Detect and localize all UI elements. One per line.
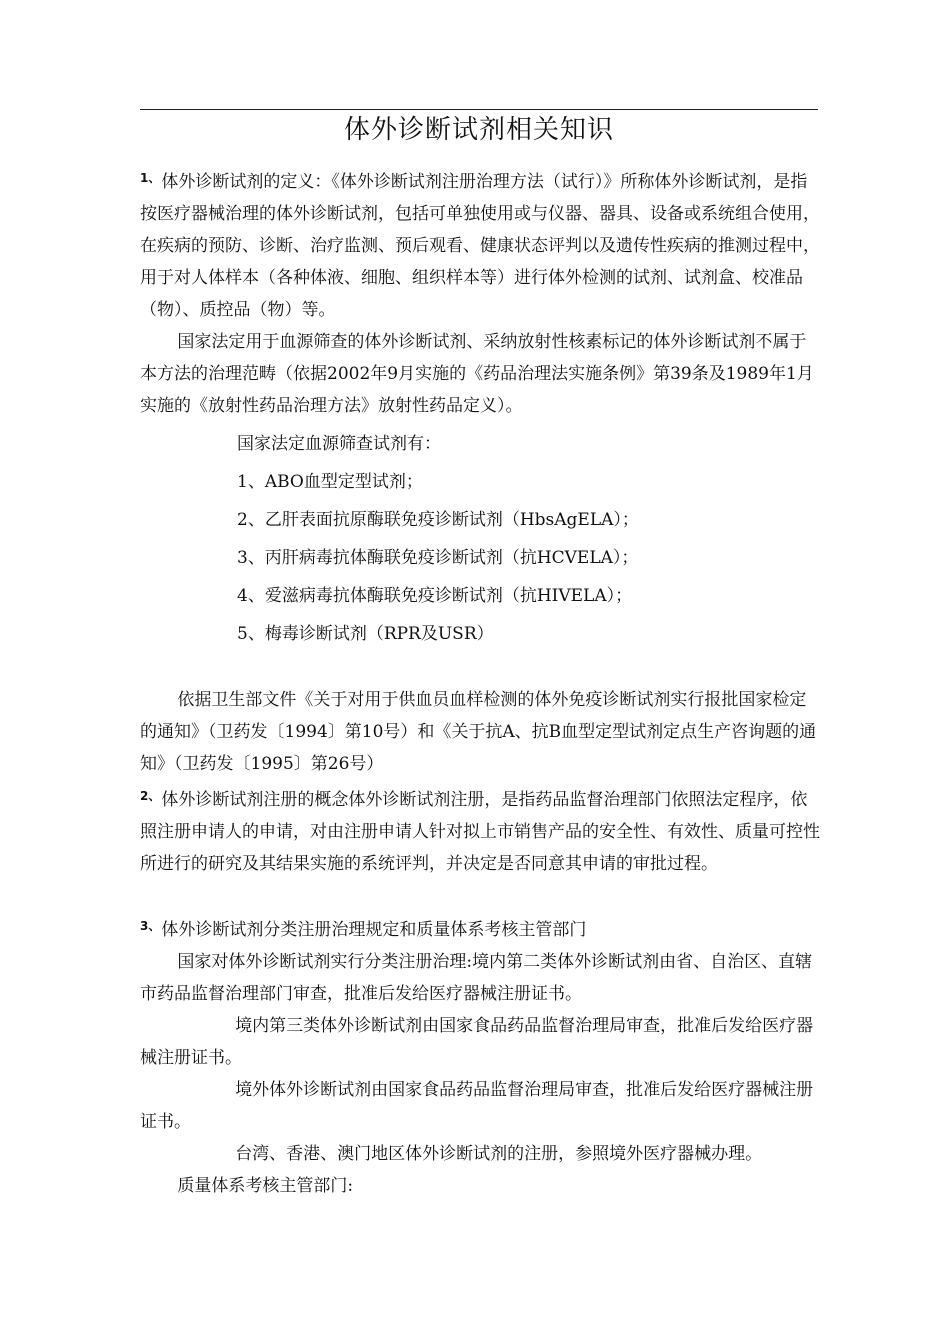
paragraph-class-three: 境内第三类体外诊断试剂由国家食品药品监督治理局审查，批准后发给医疗器械注册证书。 <box>140 1016 814 1068</box>
section-1-paragraph <box>140 162 820 326</box>
document-title: 体外诊断试剂相关知识 <box>343 115 614 145</box>
section-3-heading <box>140 910 820 946</box>
list-item: 2、乙肝表面抗原酶联免疫诊断试剂（HbsAgELA）； <box>237 510 639 530</box>
paragraph-overseas: 境外体外诊断试剂由国家食品药品监督治理局审查，批准后发给医疗器械注册证书。 <box>140 1080 814 1132</box>
list-item: 5、梅毒诊断试剂（RPR及USR） <box>237 624 494 644</box>
section-3-number: 3、 <box>140 919 161 933</box>
paragraph-taiwan-hk-macau: 台湾、香港、澳门地区体外诊断试剂的注册，参照境外医疗器械办理。 <box>235 1144 763 1164</box>
list-item: 1、ABO血型定型试剂； <box>237 472 423 492</box>
section-1-number: 1、 <box>140 171 161 185</box>
section-2-number: 2、 <box>140 789 161 803</box>
paragraph-national-scope: 国家法定用于血源筛查的体外诊断试剂、采纳放射性核素标记的体外诊断试剂不属于本方法的治理范畴（依据2002年9月实施的《药品治理法实施条例》第39条及1989年1月实施的《放射性药品治理方法》放射性药品定义）。 <box>140 332 814 416</box>
paragraph-quality-dept: 质量体系考核主管部门: <box>177 1176 354 1196</box>
section-1-text: 体外诊断试剂的定义：《体外诊断试剂注册治理方法（试行）》所称体外诊断试剂，是指按医疗器械治理的体外诊断试剂，包括可单独使用或与仪器、器具、设备或系统组合使用，在疾病的预防、诊断、治疗监测、预后观看、健康状态评判以及遗传性疾病的推测过程中，用于对人体样本（各种体液、细胞、组织样本等）进行体外检测的试剂、试剂盒、校准品（物）、质控品（物）等。 <box>140 172 820 320</box>
list-item: 3、丙肝病毒抗体酶联免疫诊断试剂（抗HCVELA）； <box>237 548 639 568</box>
section-3-text: 体外诊断试剂分类注册治理规定和质量体系考核主管部门 <box>161 920 587 940</box>
paragraph-classification: 国家对体外诊断试剂实行分类注册治理:境内第二类体外诊断试剂由省、自治区、直辖市药品监督治理部门审查，批准后发给医疗器械注册证书。 <box>140 952 813 1004</box>
section-2-paragraph <box>140 780 820 880</box>
list-item: 4、爱滋病毒抗体酶联免疫诊断试剂（抗HIVELA）； <box>237 586 633 606</box>
header-rule <box>140 109 818 110</box>
section-2-text: 体外诊断试剂注册的概念体外诊断试剂注册，是指药品监督治理部门依照法定程序，依照注册申请人的申请，对由注册申请人针对拟上市销售产品的安全性、有效性、质量可控性所进行的研究及其结果实施的系统评判，并决定是否同意其申请的审批过程。 <box>140 790 820 874</box>
list-intro: 国家法定血源筛查试剂有： <box>237 434 441 454</box>
document-body <box>140 162 820 1202</box>
paragraph-basis: 依据卫生部文件《关于对用于供血员血样检测的体外免疫诊断试剂实行报批国家检定的通知》（卫药发〔1994〕第10号）和《关于抗A、抗B血型定型试剂定点生产咨询题的通知》（卫药发〔1995〕第26号） <box>140 690 817 774</box>
